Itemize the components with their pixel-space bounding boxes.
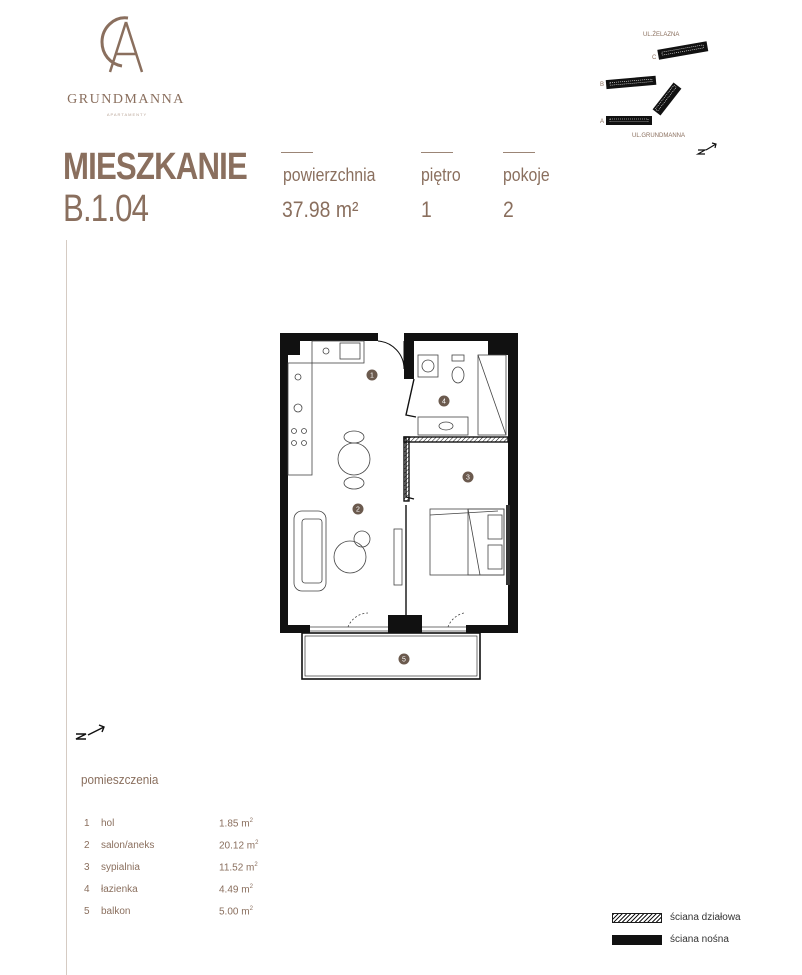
room-number: 5 — [84, 906, 90, 917]
stat-label-floor: piętro — [421, 165, 461, 185]
stat-label-area: powierzchnia — [283, 165, 376, 185]
dining-table — [338, 431, 370, 489]
room-row — [84, 862, 284, 876]
brand-subtitle: APARTAMENTY — [106, 112, 148, 117]
room-area: 4.49 $m^2$ — [219, 884, 253, 896]
site-map — [590, 22, 730, 157]
marker-4: 4 — [442, 398, 446, 406]
load-bearing-walls — [280, 333, 518, 633]
room-number: 1 — [84, 818, 90, 829]
north-arrow-icon — [74, 722, 114, 746]
building-b-shape — [606, 76, 657, 89]
stat-value-area: 37.98 m² — [282, 197, 359, 222]
kitchen-counter — [288, 341, 364, 475]
room-area: 5.00 $m^2$ — [219, 906, 253, 918]
stat-label-rooms: pokoje — [503, 165, 550, 185]
sofa — [294, 511, 370, 591]
building-c-shape — [657, 41, 708, 60]
building-b-label: B — [600, 82, 605, 88]
building-c-label: C — [652, 55, 657, 61]
room-area: 11.52 $m^2$ — [219, 862, 258, 874]
legend-load-bearing-label: ściana nośna — [670, 934, 729, 945]
floor-plan — [268, 325, 528, 687]
room-area: 1.85 $m^2$ — [219, 818, 253, 830]
marker-5: 5 — [402, 656, 406, 664]
room-number: 2 — [84, 840, 90, 851]
bed — [430, 509, 504, 575]
site-north-arrow — [698, 143, 716, 154]
street-bottom-label: UL.GRUNDMANNA — [632, 133, 686, 139]
room-name: hol — [101, 818, 115, 829]
building-a-label: A — [600, 119, 605, 125]
room-area: 20.12 $m^2$ — [219, 840, 259, 852]
legend-partition-label: ściana działowa — [670, 912, 741, 923]
apartment-code: B.1.04 — [63, 188, 149, 230]
tv-unit — [394, 529, 402, 585]
brand-name: GRUNDMANNA — [67, 92, 185, 107]
room-number: 3 — [84, 862, 90, 873]
room-name: łazienka — [101, 884, 138, 895]
legend-partition-swatch — [612, 913, 662, 923]
marker-2: 2 — [356, 506, 360, 514]
room-name: balkon — [101, 906, 131, 917]
logo-mark — [96, 14, 156, 76]
bathroom-fixtures — [418, 355, 506, 435]
stat-divider — [421, 152, 453, 153]
legend-load-bearing-swatch — [612, 935, 662, 945]
rooms-title: pomieszczenia — [81, 772, 159, 787]
marker-1: 1 — [370, 372, 374, 380]
stat-divider — [281, 152, 313, 153]
balcony-outline — [302, 633, 480, 679]
room-row — [84, 906, 284, 920]
room-row — [84, 884, 284, 898]
marker-3: 3 — [466, 474, 470, 482]
room-row — [84, 840, 284, 854]
vertical-divider — [66, 240, 67, 975]
street-top-label: UL.ŻELAZNA — [643, 32, 680, 38]
stat-divider — [503, 152, 535, 153]
room-number: 4 — [84, 884, 90, 895]
room-row — [84, 818, 284, 832]
apartment-title: MIESZKANIE — [63, 146, 247, 188]
stat-value-floor: 1 — [421, 197, 432, 222]
building-a-shape — [606, 83, 681, 125]
stat-value-rooms: 2 — [503, 197, 514, 222]
room-name: salon/aneks — [101, 840, 155, 851]
room-name: sypialnia — [101, 862, 140, 873]
partition-walls — [404, 379, 508, 615]
